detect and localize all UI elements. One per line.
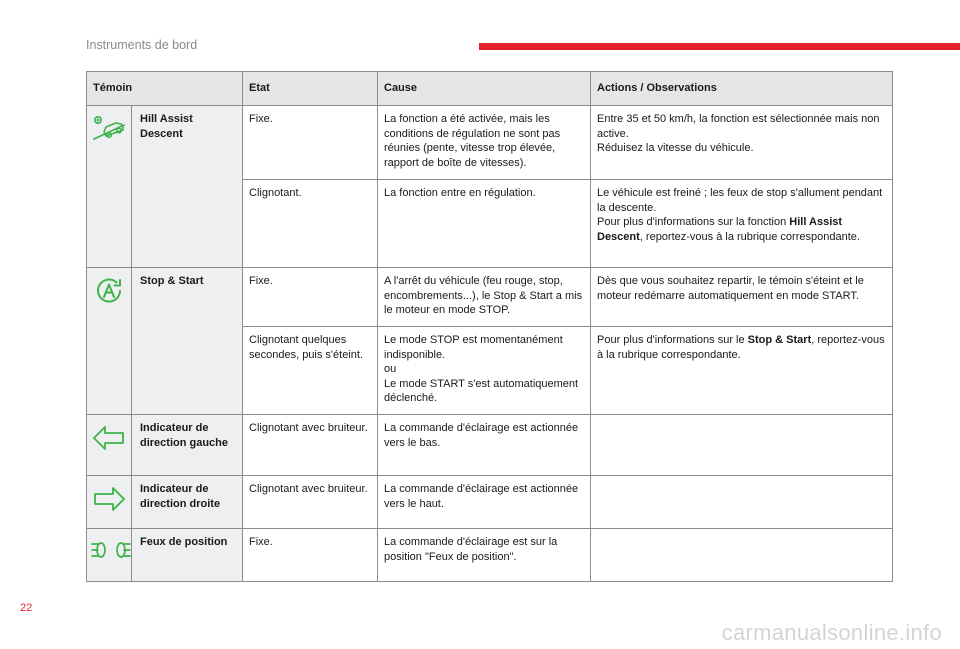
indicator-name: Hill Assist Descent [132,106,243,180]
action-bold-ref: Hill Assist Descent [597,216,843,243]
indicator-name: Feux de position [132,529,243,582]
table-header-row [87,72,893,106]
watermark: carmanualsonline.info [721,620,942,645]
left-arrow-icon [92,424,126,452]
indicator-name: Indicateur de direction droite [132,476,243,529]
action-text-end: , reportez-vous à la rubrique correspondante. [597,334,885,361]
indicator-name: Indicateur de direction gauche [132,415,243,476]
state-cell: Clignotant avec bruiteur. [243,415,378,476]
page-number: 22 [20,602,33,614]
stop-start-icon [94,277,124,305]
action-cell [591,327,893,415]
action-text: Le véhicule est freiné ; les feux de stop s'allument pendant la descente. Pour plus d'informations sur la fonction [597,187,883,228]
action-cell: Entre 35 et 50 km/h, la fonction est sélectionnée mais non active. Réduisez la vitesse du véhicule. [591,106,893,180]
col-header-temoin: Témoin [87,72,243,106]
action-text: Pour plus d'informations sur le [597,334,748,346]
action-cell [591,415,893,476]
cause-cell: La commande d'éclairage est actionnée vers le haut. [378,476,591,529]
state-cell: Clignotant. [243,180,378,268]
state-cell: Fixe. [243,268,378,327]
action-bold-ref: Stop & Start [747,334,812,346]
section-accent-bar [479,43,960,50]
indicator-table [86,71,893,582]
position-lights-icon [91,538,131,562]
col-header-actions: Actions / Observations [591,72,893,106]
cause-cell: La commande d'éclairage est sur la position "Feux de position". [378,529,591,582]
hill-assist-descent-icon [92,115,126,141]
action-cell [591,180,893,268]
cause-cell: La commande d'éclairage est actionnée vers le bas. [378,415,591,476]
action-cell [591,476,893,529]
state-cell: Fixe. [243,529,378,582]
right-arrow-icon [92,485,126,513]
indicator-name: Stop & Start [132,268,243,327]
state-cell: Clignotant quelques secondes, puis s'éteint. [243,327,378,415]
action-cell: Dès que vous souhaitez repartir, le témoin s'éteint et le moteur redémarre automatiquement en mode START. [591,268,893,327]
table-row [87,180,893,268]
table-row [87,476,893,529]
section-title: Instruments de bord [86,38,198,52]
cause-cell: La fonction a été activée, mais les conditions de régulation ne sont pas réunies (pente, vitesse trop élevée, rapport de boîte de vitesses). [378,106,591,180]
cause-cell: La fonction entre en régulation. [378,180,591,268]
table-row [87,268,893,327]
col-header-cause: Cause [378,72,591,106]
state-cell: Fixe. [243,106,378,180]
cause-cell: Le mode STOP est momentanément indisponible. ou Le mode START s'est automatiquement déclenché. [378,327,591,415]
table-row [87,529,893,582]
state-cell: Clignotant avec bruiteur. [243,476,378,529]
action-cell [591,529,893,582]
table-row [87,106,893,180]
col-header-etat: Etat [243,72,378,106]
table-row [87,327,893,415]
action-text-end: , reportez-vous à la rubrique correspondante. [639,230,860,243]
cause-cell: A l'arrêt du véhicule (feu rouge, stop, encombrements...), le Stop & Start a mis le moteur en mode STOP. [378,268,591,327]
table-row [87,415,893,476]
